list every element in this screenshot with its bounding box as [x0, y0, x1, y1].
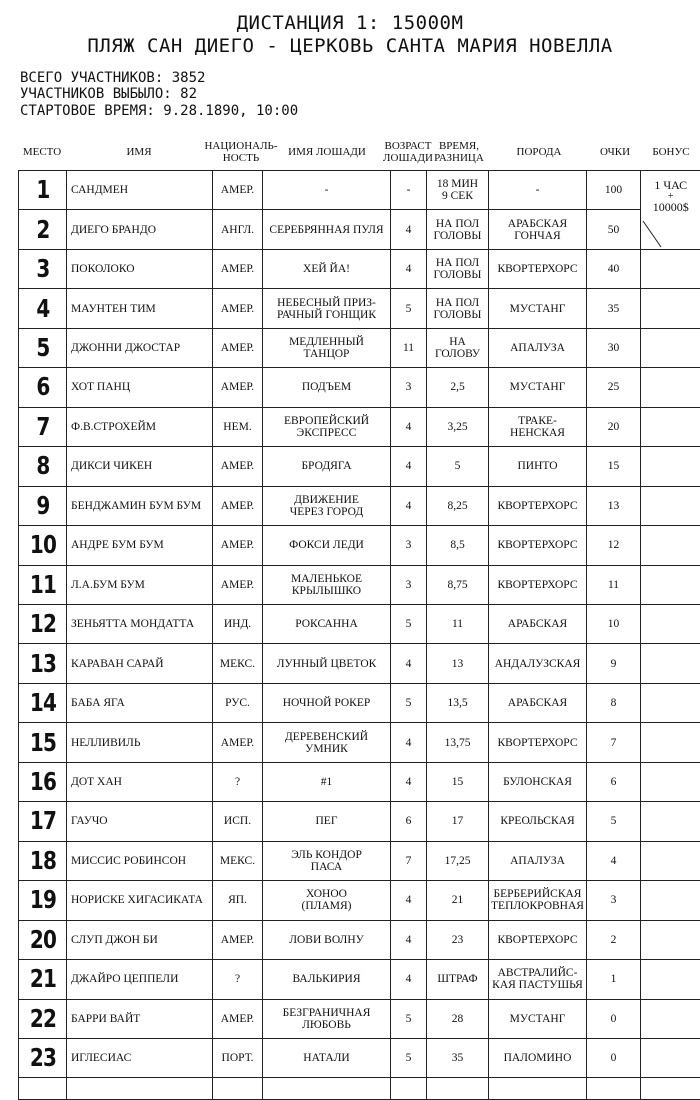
horse-breed: АРАБСКАЯ — [489, 683, 587, 722]
points: 4 — [587, 841, 641, 880]
horse-breed: БУЛОНСКАЯ — [489, 762, 587, 801]
nationality: АМЕР. — [213, 565, 263, 604]
place-number: 4 — [23, 289, 61, 328]
place-number: 14 — [23, 683, 61, 722]
points: 12 — [587, 526, 641, 565]
points: 2 — [587, 920, 641, 959]
nationality: АМЕР. — [213, 723, 263, 762]
horse-breed: АВСТРАЛИЙС- КАЯ ПАСТУШЬЯ — [489, 960, 587, 999]
horse-breed: ПАЛОМИНО — [489, 1038, 587, 1077]
bonus-empty — [641, 802, 700, 841]
rider-name: НЕЛЛИВИЛЬ — [67, 723, 213, 762]
horse-name: ФОКСИ ЛЕДИ — [263, 526, 391, 565]
horse-breed: КВОРТЕРХОРС — [489, 486, 587, 525]
col-header-place: МЕСТО — [22, 146, 62, 158]
horse-age: 3 — [391, 526, 427, 565]
horse-name: ЕВРОПЕЙСКИЙ ЭКСПРЕСС — [263, 407, 391, 446]
bonus-empty — [641, 486, 700, 525]
rider-name: НОРИСКЕ ХИГАСИКАТА — [67, 881, 213, 920]
horse-name: НОЧНОЙ РОКЕР — [263, 683, 391, 722]
bonus-empty — [641, 644, 700, 683]
rider-name: ПОКОЛОКО — [67, 249, 213, 288]
points: 13 — [587, 486, 641, 525]
time-diff: 11 — [427, 604, 489, 643]
place-number: 1 — [23, 171, 61, 210]
horse-breed: МУСТАНГ — [489, 368, 587, 407]
col-header-age: ВОЗРАСТ ЛОШАДИ — [383, 140, 433, 164]
horse-breed: - — [489, 171, 587, 210]
horse-name: БЕЗГРАНИЧНАЯ ЛЮБОВЬ — [263, 999, 391, 1038]
horse-breed: АПАЛУЗА — [489, 328, 587, 367]
rider-name: ЗЕНЬЯТТА МОНДАТТА — [67, 604, 213, 643]
horse-name: НЕБЕСНЫЙ ПРИЗ- РАЧНЫЙ ГОНЩИК — [263, 289, 391, 328]
horse-name: СЕРЕБРЯННАЯ ПУЛЯ — [263, 210, 391, 249]
place-number: 12 — [23, 604, 61, 643]
nationality: ИСП. — [213, 802, 263, 841]
table-row — [19, 1038, 700, 1077]
horse-age: 5 — [391, 604, 427, 643]
nationality: АМЕР. — [213, 289, 263, 328]
time-diff: 13,5 — [427, 683, 489, 722]
rider-name: ДИКСИ ЧИКЕН — [67, 447, 213, 486]
bonus-empty — [641, 920, 700, 959]
points: 1 — [587, 960, 641, 999]
horse-age: 4 — [391, 249, 427, 288]
points: 35 — [587, 289, 641, 328]
total-participants: ВСЕГО УЧАСТНИКОВ: 3852 — [20, 70, 206, 86]
table-row — [19, 644, 700, 683]
rider-name: БАБА ЯГА — [67, 683, 213, 722]
bonus-empty — [641, 447, 700, 486]
horse-age: 3 — [391, 368, 427, 407]
place-number: 5 — [23, 328, 61, 367]
time-diff: 21 — [427, 881, 489, 920]
table-row — [19, 171, 700, 210]
table-row — [19, 841, 700, 880]
table-row — [19, 762, 700, 801]
col-header-breed: ПОРОДА — [516, 146, 562, 158]
time-diff: НА ГОЛОВУ — [427, 328, 489, 367]
bonus-empty — [641, 368, 700, 407]
rider-name: ДЖАЙРО ЦЕППЕЛИ — [67, 960, 213, 999]
time-diff: 15 — [427, 762, 489, 801]
bonus-cell — [641, 171, 700, 250]
horse-age: 6 — [391, 802, 427, 841]
horse-age: 4 — [391, 447, 427, 486]
rider-name: ХОТ ПАНЦ — [67, 368, 213, 407]
points: 15 — [587, 447, 641, 486]
bonus-empty — [641, 604, 700, 643]
time-diff: НА ПОЛ ГОЛОВЫ — [427, 289, 489, 328]
nationality: АМЕР. — [213, 486, 263, 525]
horse-name: ЛОВИ ВОЛНУ — [263, 920, 391, 959]
table-row — [19, 210, 700, 249]
table-row — [19, 447, 700, 486]
col-header-name: ИМЯ — [126, 146, 152, 158]
table-row — [19, 881, 700, 920]
horse-name: МЕДЛЕННЫЙ ТАНЦОР — [263, 328, 391, 367]
place-number: 17 — [23, 802, 61, 841]
rider-name: ДИЕГО БРАНДО — [67, 210, 213, 249]
time-diff: 8,25 — [427, 486, 489, 525]
rider-name: САНДМЕН — [67, 171, 213, 210]
table-row — [19, 249, 700, 288]
points: 11 — [587, 565, 641, 604]
col-header-nationality: НАЦИОНАЛЬ- НОСТЬ — [204, 140, 278, 164]
bonus-empty — [641, 289, 700, 328]
points: 100 — [587, 171, 641, 210]
race-title: ДИСТАНЦИЯ 1: 15000М — [236, 12, 464, 34]
horse-breed: АРАБСКАЯ — [489, 604, 587, 643]
rider-name: БАРРИ ВАЙТ — [67, 999, 213, 1038]
time-diff: ШТРАФ — [427, 960, 489, 999]
place-number: 15 — [23, 723, 61, 762]
place-number: 20 — [23, 920, 61, 959]
nationality: РУС. — [213, 683, 263, 722]
points: 20 — [587, 407, 641, 446]
race-route: ПЛЯЖ САН ДИЕГО - ЦЕРКОВЬ САНТА МАРИЯ НОВЕЛЛА — [87, 35, 613, 57]
time-diff: 23 — [427, 920, 489, 959]
points: 10 — [587, 604, 641, 643]
empty-cell — [263, 1078, 391, 1100]
bonus-empty — [641, 999, 700, 1038]
horse-age: 4 — [391, 644, 427, 683]
time-diff: 2,5 — [427, 368, 489, 407]
nationality: ПОРТ. — [213, 1038, 263, 1077]
empty-cell — [427, 1078, 489, 1100]
start-time: СТАРТОВОЕ ВРЕМЯ: 9.28.1890, 10:00 — [20, 103, 299, 119]
rider-name: АНДРЕ БУМ БУМ — [67, 526, 213, 565]
table-row — [19, 723, 700, 762]
nationality: ? — [213, 960, 263, 999]
bonus-line-2: + — [667, 191, 674, 202]
nationality: АНГЛ. — [213, 210, 263, 249]
bonus-empty — [641, 723, 700, 762]
rider-name: Л.А.БУМ БУМ — [67, 565, 213, 604]
horse-breed: КРЕОЛЬСКАЯ — [489, 802, 587, 841]
table-row — [19, 565, 700, 604]
horse-breed: МУСТАНГ — [489, 999, 587, 1038]
table-row — [19, 526, 700, 565]
nationality: НЕМ. — [213, 407, 263, 446]
rider-name: СЛУП ДЖОН БИ — [67, 920, 213, 959]
rider-name: Ф.В.СТРОХЕЙМ — [67, 407, 213, 446]
place-number: 10 — [23, 526, 61, 565]
time-diff: 17 — [427, 802, 489, 841]
points: 25 — [587, 368, 641, 407]
bonus-empty — [641, 565, 700, 604]
place-number: 11 — [23, 565, 61, 604]
time-diff: 3,25 — [427, 407, 489, 446]
points: 3 — [587, 881, 641, 920]
points: 7 — [587, 723, 641, 762]
table-row — [19, 960, 700, 999]
rider-name: БЕНДЖАМИН БУМ БУМ — [67, 486, 213, 525]
points: 50 — [587, 210, 641, 249]
bonus-empty — [641, 960, 700, 999]
place-number: 22 — [23, 999, 61, 1038]
time-diff: 17,25 — [427, 841, 489, 880]
empty-cell — [587, 1078, 641, 1100]
horse-name: ВАЛЬКИРИЯ — [263, 960, 391, 999]
table-row — [19, 368, 700, 407]
horse-breed: БЕРБЕРИЙСКАЯ ТЕПЛОКРОВНАЯ — [489, 881, 587, 920]
horse-age: 7 — [391, 841, 427, 880]
place-number: 16 — [23, 762, 61, 801]
table-row — [19, 683, 700, 722]
nationality: МЕКС. — [213, 644, 263, 683]
horse-age: 4 — [391, 407, 427, 446]
col-header-horse: ИМЯ ЛОШАДИ — [288, 146, 366, 158]
rider-name: ГАУЧО — [67, 802, 213, 841]
nationality: АМЕР. — [213, 249, 263, 288]
table-row — [19, 920, 700, 959]
rider-name: ДЖОННИ ДЖОСТАР — [67, 328, 213, 367]
rider-name: МАУНТЕН ТИМ — [67, 289, 213, 328]
horse-name: МАЛЕНЬКОЕ КРЫЛЫШКО — [263, 565, 391, 604]
nationality: АМЕР. — [213, 999, 263, 1038]
points: 30 — [587, 328, 641, 367]
horse-name: БРОДЯГА — [263, 447, 391, 486]
horse-breed: АПАЛУЗА — [489, 841, 587, 880]
nationality: ЯП. — [213, 881, 263, 920]
horse-name: ПОДЪЕМ — [263, 368, 391, 407]
horse-age: 4 — [391, 762, 427, 801]
horse-age: 11 — [391, 328, 427, 367]
horse-breed: МУСТАНГ — [489, 289, 587, 328]
points: 40 — [587, 249, 641, 288]
horse-age: 3 — [391, 565, 427, 604]
horse-breed: ТРАКЕ- НЕНСКАЯ — [489, 407, 587, 446]
horse-name: #1 — [263, 762, 391, 801]
bonus-line-3: 10000$ — [652, 200, 689, 214]
horse-age: - — [391, 171, 427, 210]
horse-breed: КВОРТЕРХОРС — [489, 565, 587, 604]
horse-name: ХОНОО (ПЛАМЯ) — [263, 881, 391, 920]
empty-cell — [213, 1078, 263, 1100]
time-diff: НА ПОЛ ГОЛОВЫ — [427, 210, 489, 249]
horse-breed: КВОРТЕРХОРС — [489, 249, 587, 288]
place-number: 6 — [23, 368, 61, 407]
bonus-empty — [641, 249, 700, 288]
points: 0 — [587, 999, 641, 1038]
empty-cell — [67, 1078, 213, 1100]
horse-name: ДЕРЕВЕНСКИЙ УМНИК — [263, 723, 391, 762]
dropped-participants: УЧАСТНИКОВ ВЫБЫЛО: 82 — [20, 86, 198, 102]
horse-name: ЛУННЫЙ ЦВЕТОК — [263, 644, 391, 683]
bonus-empty — [641, 881, 700, 920]
rider-name: МИССИС РОБИНСОН — [67, 841, 213, 880]
place-number: 8 — [23, 447, 61, 486]
place-number: 2 — [23, 210, 61, 249]
bonus-line-1: 1 ЧАС — [654, 178, 688, 192]
points: 5 — [587, 802, 641, 841]
horse-age: 5 — [391, 683, 427, 722]
table-row — [19, 802, 700, 841]
nationality: АМЕР. — [213, 447, 263, 486]
empty-cell — [489, 1078, 587, 1100]
bonus-empty — [641, 407, 700, 446]
horse-breed: АНДАЛУЗСКАЯ — [489, 644, 587, 683]
time-diff: 18 МИН 9 СЕК — [427, 171, 489, 210]
place-number: 13 — [23, 644, 61, 683]
nationality: МЕКС. — [213, 841, 263, 880]
bonus-empty — [641, 841, 700, 880]
col-header-time: ВРЕМЯ, РАЗНИЦА — [434, 140, 484, 164]
horse-name: ПЕГ — [263, 802, 391, 841]
time-diff: 35 — [427, 1038, 489, 1077]
time-diff: 28 — [427, 999, 489, 1038]
horse-name: ЭЛЬ КОНДОР ПАСА — [263, 841, 391, 880]
table-row — [19, 328, 700, 367]
horse-age: 4 — [391, 723, 427, 762]
place-number: 19 — [23, 881, 61, 920]
time-diff: НА ПОЛ ГОЛОВЫ — [427, 249, 489, 288]
time-diff: 8,75 — [427, 565, 489, 604]
rider-name: КАРАВАН САРАЙ — [67, 644, 213, 683]
bonus-empty — [641, 526, 700, 565]
horse-age: 4 — [391, 486, 427, 525]
place-number: 3 — [23, 249, 61, 288]
place-number: 9 — [23, 486, 61, 525]
rider-name: ДОТ ХАН — [67, 762, 213, 801]
horse-age: 5 — [391, 289, 427, 328]
bonus-empty — [641, 762, 700, 801]
bonus-empty — [641, 328, 700, 367]
points: 8 — [587, 683, 641, 722]
horse-age: 4 — [391, 920, 427, 959]
horse-breed: КВОРТЕРХОРС — [489, 526, 587, 565]
horse-age: 4 — [391, 210, 427, 249]
time-diff: 8,5 — [427, 526, 489, 565]
horse-age: 4 — [391, 881, 427, 920]
horse-breed: КВОРТЕРХОРС — [489, 920, 587, 959]
table-row — [19, 486, 700, 525]
empty-cell — [641, 1078, 700, 1100]
horse-name: ДВИЖЕНИЕ ЧЕРЕЗ ГОРОД — [263, 486, 391, 525]
table-row-empty — [19, 1078, 700, 1100]
col-header-bonus: БОНУС — [652, 146, 690, 158]
nationality: ? — [213, 762, 263, 801]
points: 9 — [587, 644, 641, 683]
bonus-empty — [641, 683, 700, 722]
bonus-divider — [641, 171, 699, 249]
nationality: АМЕР. — [213, 328, 263, 367]
horse-age: 5 — [391, 1038, 427, 1077]
place-number: 18 — [23, 841, 61, 880]
time-diff: 13,75 — [427, 723, 489, 762]
horse-age: 4 — [391, 960, 427, 999]
time-diff: 5 — [427, 447, 489, 486]
horse-breed: КВОРТЕРХОРС — [489, 723, 587, 762]
table-row — [19, 407, 700, 446]
points: 6 — [587, 762, 641, 801]
nationality: АМЕР. — [213, 526, 263, 565]
time-diff: 13 — [427, 644, 489, 683]
horse-name: - — [263, 171, 391, 210]
table-row — [19, 999, 700, 1038]
nationality: АМЕР. — [213, 368, 263, 407]
table-row — [19, 289, 700, 328]
horse-age: 5 — [391, 999, 427, 1038]
empty-cell — [19, 1078, 67, 1100]
place-number: 21 — [23, 960, 61, 999]
horse-name: НАТАЛИ — [263, 1038, 391, 1077]
horse-breed: ПИНТО — [489, 447, 587, 486]
place-number: 7 — [23, 407, 61, 446]
col-header-points: ОЧКИ — [599, 146, 631, 158]
nationality: АМЕР. — [213, 920, 263, 959]
place-number: 23 — [23, 1038, 61, 1077]
nationality: АМЕР. — [213, 171, 263, 210]
table-row — [19, 604, 700, 643]
results-table — [18, 170, 700, 1100]
horse-breed: АРАБСКАЯ ГОНЧАЯ — [489, 210, 587, 249]
horse-name: ХЕЙ ЙА! — [263, 249, 391, 288]
horse-name: РОКСАННА — [263, 604, 391, 643]
points: 0 — [587, 1038, 641, 1077]
nationality: ИНД. — [213, 604, 263, 643]
empty-cell — [391, 1078, 427, 1100]
bonus-empty — [641, 1038, 700, 1077]
rider-name: ИГЛЕСИАС — [67, 1038, 213, 1077]
